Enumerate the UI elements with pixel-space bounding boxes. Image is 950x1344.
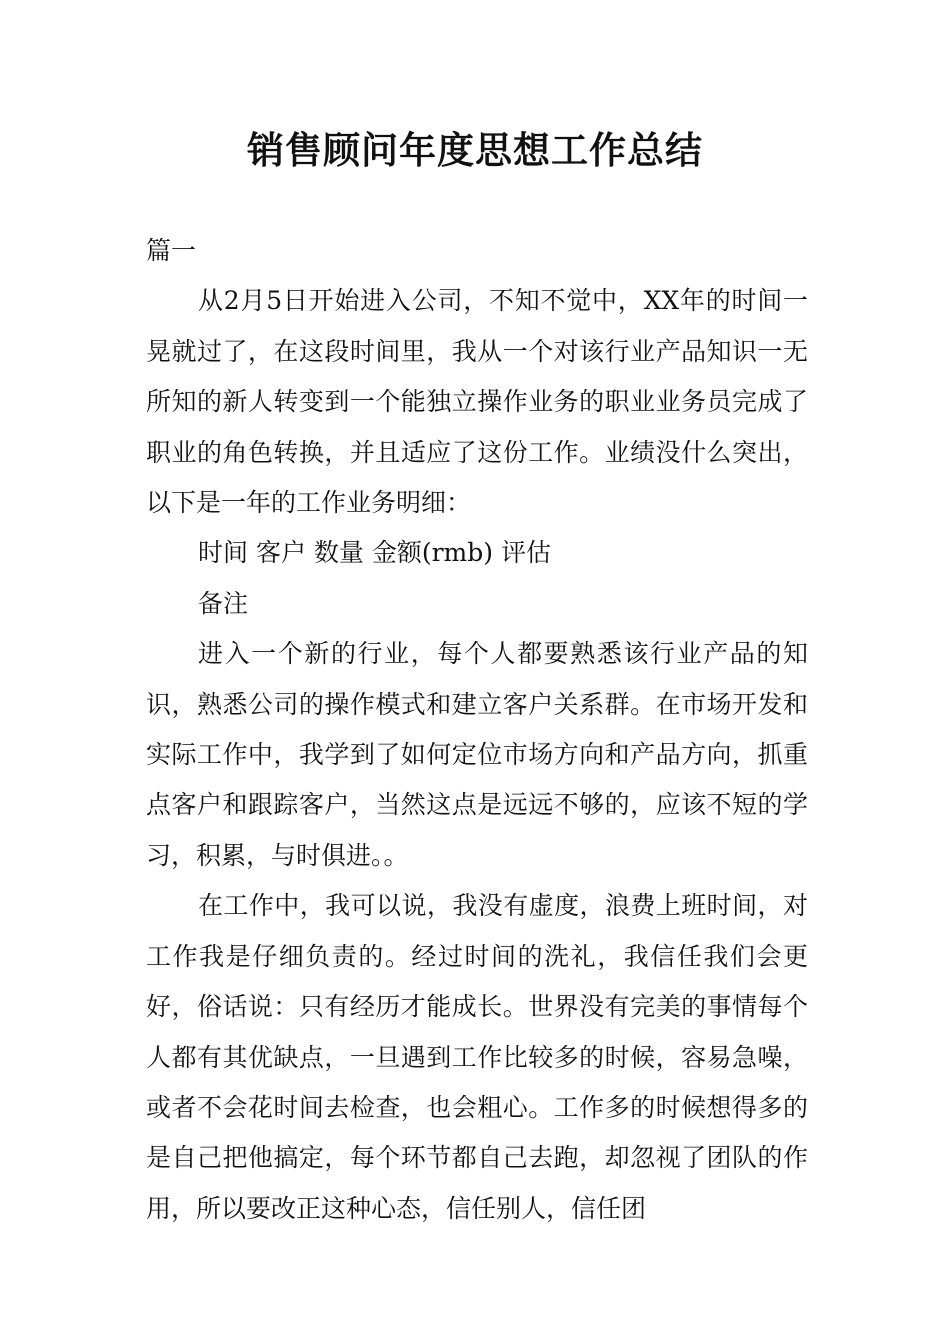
paragraph-learning: 进入一个新的行业，每个人都要熟悉该行业产品的知识，熟悉公司的操作模式和建立客户关系群。在市场开发和实际工作中，我学到了如何定位市场方向和产品方向，抓重点客户和跟踪客户，当然这点是远远不够的，应该不短的学习，积累，与时俱进。。 <box>146 639 808 870</box>
document-body <box>146 226 808 1234</box>
document-title: 销售顾问年度思想工作总结 <box>247 129 703 172</box>
section-label: 篇一 <box>146 236 197 265</box>
remark-label: 备注 <box>198 588 249 618</box>
table-header-line: 时间 客户 数量 金额(rmb) 评估 <box>198 538 551 568</box>
paragraph-reflection: 在工作中，我可以说，我没有虚度，浪费上班时间，对工作我是仔细负责的。经过时间的洗礼，我信任我们会更好，俗话说：只有经历才能成长。世界没有完美的事情每个人都有其优缺点，一旦遇到工作比较多的时候，容易急噪，或者不会花时间去检查，也会粗心。工作多的时候想得多的是自己把他搞定，每个环节都自己去跑，却忽视了团队的作用，所以要改正这种心态，信任别人，信任团 <box>146 891 808 1223</box>
paragraph-intro: 从2月5日开始进入公司，不知不觉中，XX年的时间一晃就过了，在这段时间里，我从一个对该行业产品知识一无所知的新人转变到一个能独立操作业务的职业业务员完成了职业的角色转换，并且适应了这份工作。业绩没什么突出，以下是一年的工作业务明细： <box>146 286 808 518</box>
